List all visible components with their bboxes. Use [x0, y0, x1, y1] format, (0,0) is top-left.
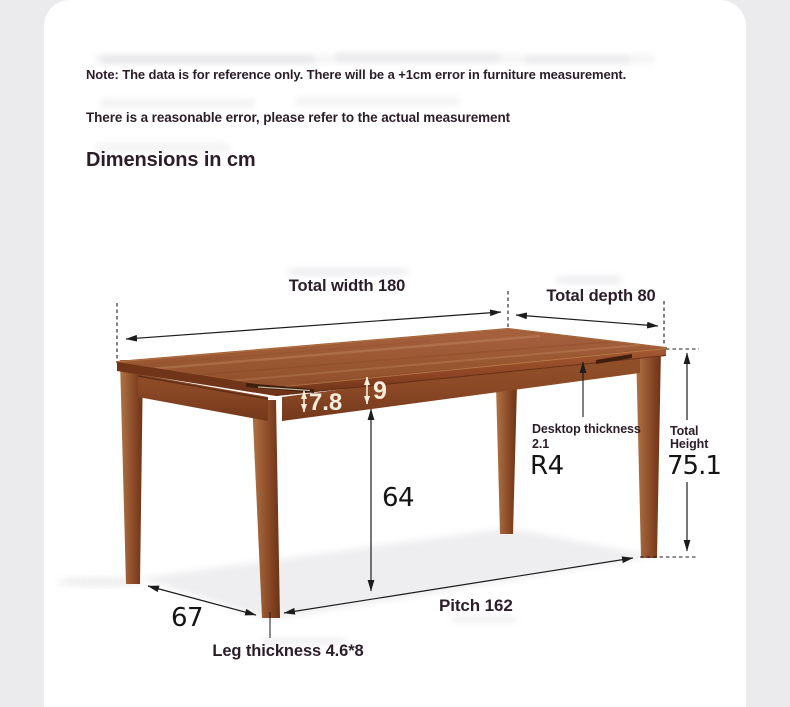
total-height-value: 75.1 — [667, 451, 721, 481]
pitch-label: Pitch 162 — [439, 596, 513, 615]
desktop-thickness-value: 2.1 — [532, 437, 550, 451]
table-leg-front-right — [636, 348, 661, 558]
table-leg-back-right — [496, 385, 517, 534]
apron-front-height-label: 7.8 — [309, 389, 343, 416]
total-height-label-word1: Total — [670, 424, 699, 438]
floor-shadow — [56, 528, 656, 620]
leg-thickness-label: Leg thickness 4.6*8 — [212, 642, 364, 660]
page-title: Dimensions in cm — [86, 149, 256, 171]
floor-depth-label: 67 — [171, 603, 204, 633]
clearance-height-label: 64 — [382, 483, 415, 513]
note-line-1: Note: The data is for reference only. There will be a +1cm error in furniture measurement. — [86, 67, 627, 82]
total-width-label: Total width 180 — [288, 277, 406, 295]
corner-radius-label: R4 — [530, 451, 564, 481]
total-height-label-word2: Height — [670, 437, 709, 451]
depth-dimension-line — [516, 315, 658, 326]
apron-side-height-label: 9 — [373, 377, 387, 405]
desktop-thickness-label: Desktop thickness — [532, 422, 641, 436]
note-line-2: There is a reasonable error, please refer to the actual measurement — [86, 110, 510, 125]
total-depth-label: Total depth 80 — [546, 287, 656, 305]
